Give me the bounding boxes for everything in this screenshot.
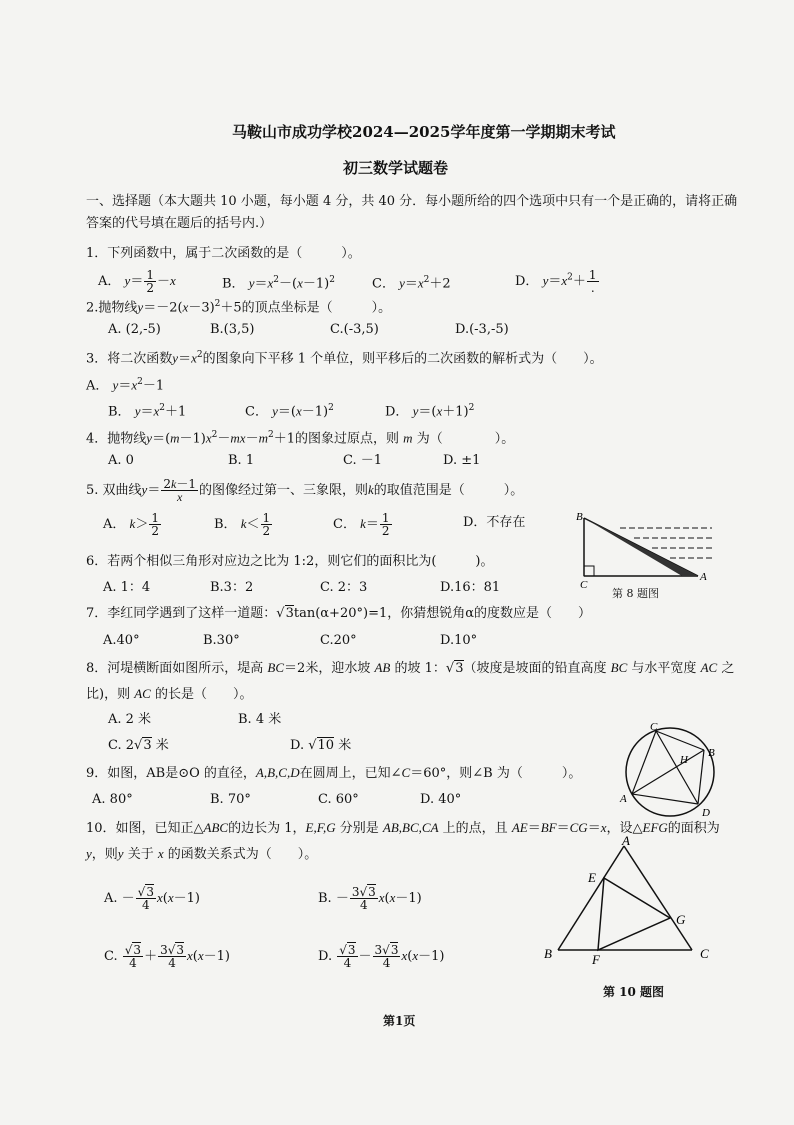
q4-option-a: A. 0: [108, 453, 134, 468]
triangle-efg: [598, 878, 670, 950]
circle-label-d: D: [702, 807, 710, 819]
tri-label-b: B: [544, 946, 552, 961]
dike-label-c: C: [580, 579, 588, 591]
q2-option-c: C.(-3,5): [330, 322, 379, 337]
q3-stem: 3．将二次函数$y=x^2$的图象向下平移 1 个单位，则平移后的二次函数的解析式为（ ）。: [86, 350, 603, 367]
q7-option-c: C.20°: [320, 633, 357, 648]
q8-stem-line2: 比)，则 AC 的长是（ ）。: [86, 686, 253, 702]
circle-o: [626, 728, 714, 816]
circle-label-b: B: [708, 747, 715, 759]
q10-option-a: A. － $\frac{√3}{4}$ x(x－1): [104, 885, 200, 912]
tri-label-f: F: [592, 952, 600, 966]
tri-label-c: C: [700, 946, 709, 961]
q2-stem: 2.抛物线$y=-2(x-3)^2+5$的顶点坐标是（ ）。: [86, 299, 392, 316]
tri-label-g: G: [676, 912, 686, 927]
q9-option-c: C. 60°: [318, 792, 359, 807]
q3-option-a: A． $y=x^2-1$: [86, 377, 165, 394]
dike-label-b: B: [576, 511, 583, 523]
q3-option-c: C． $y=(x-1)^2$: [245, 403, 334, 420]
q8-stem-line1: 8．河堤横断面如图所示，堤高 BC＝2米，迎水坡 AB 的坡 1：√3（坡度是坡面的铅直高度 BC 与水平宽度 AC 之: [86, 660, 735, 676]
q9-option-d: D. 40°: [420, 792, 462, 807]
q5-option-b: B． k＜ $\frac{1}{2}$: [214, 511, 271, 538]
q3-option-d: D． $y=(x+1)^2$: [385, 403, 475, 420]
q2-option-a: A. (2,-5): [108, 322, 161, 337]
q4-stem: 4．抛物线$y=(m-1)x^2-mx-m^2+1$的图象过原点，则 m 为（ ）。: [86, 430, 515, 447]
page-number: 第1页: [383, 1014, 416, 1028]
q8-option-a: A. 2 米: [108, 712, 152, 727]
exam-title: 马鞍山市成功学校2024—2025学年度第一学期期末考试: [232, 123, 616, 141]
circle-label-c: C: [650, 722, 658, 733]
q10-stem-line1: 10．如图，已知正△ABC的边长为 1，E,F,G 分别是 AB,BC,CA 上的点，且 AE＝BF＝CG＝x，设△EFG的面积为: [86, 820, 720, 836]
q1-option-b: B． $y=x^2-(x-1)^2$: [222, 275, 335, 292]
q9-stem: 9．如图，AB是⊙O 的直径，A,B,C,D在圆周上，已知∠C＝60°，则∠B 为（ ）。: [86, 765, 582, 781]
triangle-figure: [540, 836, 720, 966]
q10-option-b: B. － $\frac{3√3}{4}$ x(x－1): [318, 885, 422, 912]
q4-option-b: B. 1: [228, 453, 255, 468]
q7-option-a: A.40°: [103, 633, 140, 648]
q2-option-b: B.(3,5): [210, 322, 255, 337]
q1-option-a: A． y＝ $\frac{1}{2}$ －x: [98, 268, 176, 295]
circle-label-a: A: [620, 793, 627, 805]
dike-label-a: A: [700, 571, 707, 583]
q7-stem: 7．李红同学遇到了这样一道题：√3tan(α+20°)=1，你猜想锐角α的度数应是（ ）: [86, 606, 592, 621]
q9-option-a: A. 80°: [92, 792, 133, 807]
q3-option-b: B． $y=x^2+1$: [108, 403, 187, 420]
q8-option-b: B. 4 米: [238, 712, 282, 727]
q5-option-d: D．不存在: [463, 515, 526, 530]
dike-figure-caption: 第 8 题图: [612, 587, 659, 600]
tri-label-a: A: [622, 836, 630, 848]
q6-option-c: C. 2：3: [320, 580, 368, 595]
q5-option-c: C． k＝ $\frac{1}{2}$: [333, 511, 390, 538]
q2-option-d: D.(-3,-5): [455, 322, 509, 337]
q5-stem: 5. 双曲线y＝ $\frac{2k-1}{x}$ 的图像经过第一、三象限，则k的取值范围是（ ）。: [86, 477, 524, 504]
q10-stem-line2: y，则y 关于 x 的函数关系式为（ ）。: [86, 846, 318, 862]
q1-stem: 1．下列函数中，属于二次函数的是（ ）。: [86, 246, 361, 261]
exam-subtitle: 初三数学试题卷: [343, 159, 449, 177]
q8-option-c: C. 2√3 米: [108, 738, 169, 753]
q4-option-c: C. －1: [343, 453, 383, 468]
circle-label-h: H: [680, 754, 688, 766]
q5-option-a: A． k＞ $\frac{1}{2}$: [103, 511, 159, 538]
q6-stem: 6．若两个相似三角形对应边之比为 1:2，则它们的面积比为( )。: [86, 554, 494, 569]
q6-option-d: D.16：81: [440, 580, 501, 595]
section-heading-line2: 答案的代号填在题后的括号内.）: [86, 216, 273, 231]
q10-option-d: D. $\frac{√3}{4}$ － $\frac{3√3}{4}$ x(x－1): [318, 943, 445, 970]
q9-option-b: B. 70°: [210, 792, 251, 807]
tri-label-e: E: [588, 870, 596, 885]
q6-option-b: B.3：2: [210, 580, 254, 595]
q6-option-a: A. 1：4: [103, 580, 151, 595]
section-heading-line1: 一、选择题（本大题共 10 小题，每小题 4 分，共 40 分．每小题所给的四个选项中只有一个是正确的，请将正确: [86, 194, 738, 209]
q7-option-d: D.10°: [440, 633, 478, 648]
q10-option-c: C. $\frac{√3}{4}$ ＋ $\frac{3√3}{4}$ x(x－1): [104, 943, 230, 970]
q1-option-d: D． $y=x^2+$ $\frac{1}{.}$: [515, 268, 597, 295]
q7-option-b: B.30°: [203, 633, 240, 648]
q4-option-d: D. ±1: [443, 453, 481, 468]
q1-option-c: C． $y=x^2+2$: [372, 275, 451, 292]
q8-option-d: D. √10 米: [290, 738, 352, 753]
circle-figure: [618, 722, 728, 822]
triangle-figure-caption: 第 10 题图: [603, 985, 665, 999]
